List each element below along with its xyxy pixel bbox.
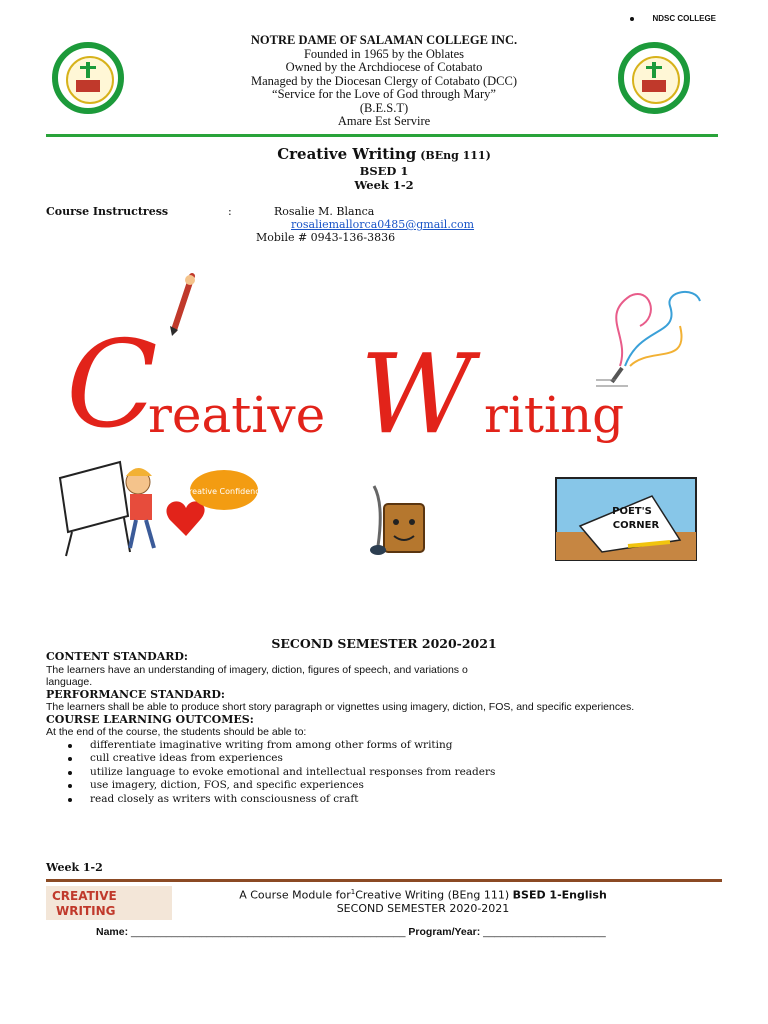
footer-semester: SECOND SEMESTER 2020-2021 bbox=[336, 902, 510, 915]
footer-divider bbox=[46, 879, 722, 882]
school-seal-left bbox=[52, 42, 124, 114]
badge-text: Creative Confidence bbox=[183, 487, 265, 496]
semester-title: SECOND SEMESTER 2020-2021 bbox=[271, 636, 497, 651]
motto-line: “Service for the Love of God through Mary” bbox=[272, 87, 496, 101]
content-standard-line1: The learners have an understanding of imagery, diction, figures of speech, and variations o bbox=[46, 663, 468, 676]
list-item: read closely as writers with consciousness of craft bbox=[46, 793, 722, 807]
instructor-colon: : bbox=[228, 205, 232, 218]
school-header bbox=[150, 34, 618, 129]
footer-page-number: 1 bbox=[350, 888, 356, 896]
sign-line2: CORNER bbox=[612, 520, 660, 531]
content-standard-heading: CONTENT STANDARD: bbox=[46, 650, 188, 663]
instructor-mobile: Mobile # 0943-136-3836 bbox=[256, 231, 396, 244]
program-year-field[interactable]: _____________________ bbox=[483, 926, 606, 938]
list-item: use imagery, diction, FOS, and specific experiences bbox=[46, 779, 722, 793]
instructor-email-link[interactable]: rosaliemallorca0485@gmail.com bbox=[291, 218, 475, 231]
name-field[interactable]: _______________________________________________ bbox=[131, 926, 406, 938]
list-item: utilize language to evoke emotional and intellectual responses from readers bbox=[46, 766, 722, 780]
acronym-line: (B.E.S.T) bbox=[359, 100, 409, 115]
instructor-label: Course Instructress bbox=[46, 205, 169, 218]
footer-week-label: Week 1-2 bbox=[46, 861, 103, 874]
course-code: (BEng 111) bbox=[420, 149, 491, 162]
footer-module-program: BSED 1-English bbox=[512, 888, 607, 902]
performance-standard-text: The learners shall be able to produce short story paragraph or vignettes using imagery, diction, FOS, and specific experiences. bbox=[46, 701, 635, 713]
content-standard-section bbox=[46, 651, 722, 806]
bullet-icon bbox=[68, 784, 72, 788]
bullet-icon bbox=[630, 17, 634, 21]
poets-corner-icon bbox=[556, 478, 696, 560]
footer-module-course: Creative Writing (BEng 111) bbox=[355, 888, 513, 902]
footer-logo-line1: CREATIVE bbox=[52, 889, 117, 903]
performance-standard-heading: PERFORMANCE STANDARD: bbox=[46, 687, 225, 701]
managed-line: Managed by the Diocesan Clergy of Cotabato (DCC) bbox=[250, 73, 518, 88]
footer-module-line bbox=[180, 888, 666, 902]
name-program-row bbox=[96, 926, 606, 938]
header-divider bbox=[46, 134, 718, 137]
banner-letter-w: W bbox=[360, 330, 474, 458]
name-label: Name: bbox=[96, 926, 132, 938]
course-title-text: Creative Writing bbox=[277, 145, 417, 163]
footer-logo-line2: WRITING bbox=[56, 904, 116, 918]
learning-outcomes-heading: COURSE LEARNING OUTCOMES: bbox=[46, 712, 254, 726]
learning-outcomes-intro: At the end of the course, the students should be able to: bbox=[46, 726, 307, 738]
program-label: BSED 1 bbox=[359, 164, 409, 178]
owned-line: Owned by the Archdiocese of Cotabato bbox=[285, 60, 483, 74]
creative-writing-banner bbox=[40, 256, 716, 568]
week-label: Week 1-2 bbox=[354, 178, 414, 192]
top-note: NDSC COLLEGE bbox=[630, 14, 716, 23]
sign-line1: POET'S bbox=[612, 506, 652, 517]
list-item: differentiate imaginative writing from among other forms of writing bbox=[46, 739, 722, 753]
list-item: cull creative ideas from experiences bbox=[46, 752, 722, 766]
instructor-name: Rosalie M. Blanca bbox=[274, 205, 375, 218]
learning-outcomes-list bbox=[46, 739, 722, 807]
latin-motto: Amare Est Servire bbox=[337, 114, 431, 128]
school-seal-right bbox=[618, 42, 690, 114]
footer-creative-writing-logo bbox=[46, 886, 172, 920]
footer-module-prefix: A Course Module for bbox=[239, 888, 351, 902]
bullet-icon bbox=[68, 798, 72, 802]
bullet-icon bbox=[68, 757, 72, 761]
banner-word2-rest: riting bbox=[484, 386, 625, 444]
school-name: NOTRE DAME OF SALAMAN COLLEGE INC. bbox=[250, 33, 518, 47]
bullet-icon bbox=[68, 744, 72, 748]
banner-word1-rest: reative bbox=[148, 386, 326, 444]
course-title bbox=[0, 145, 768, 164]
bullet-icon bbox=[68, 771, 72, 775]
banner-letter-c: C bbox=[66, 316, 158, 455]
content-standard-line2: language. bbox=[46, 676, 93, 688]
program-year-label: Program/Year: bbox=[405, 926, 484, 938]
founded-line: Founded in 1965 by the Oblates bbox=[303, 46, 465, 61]
